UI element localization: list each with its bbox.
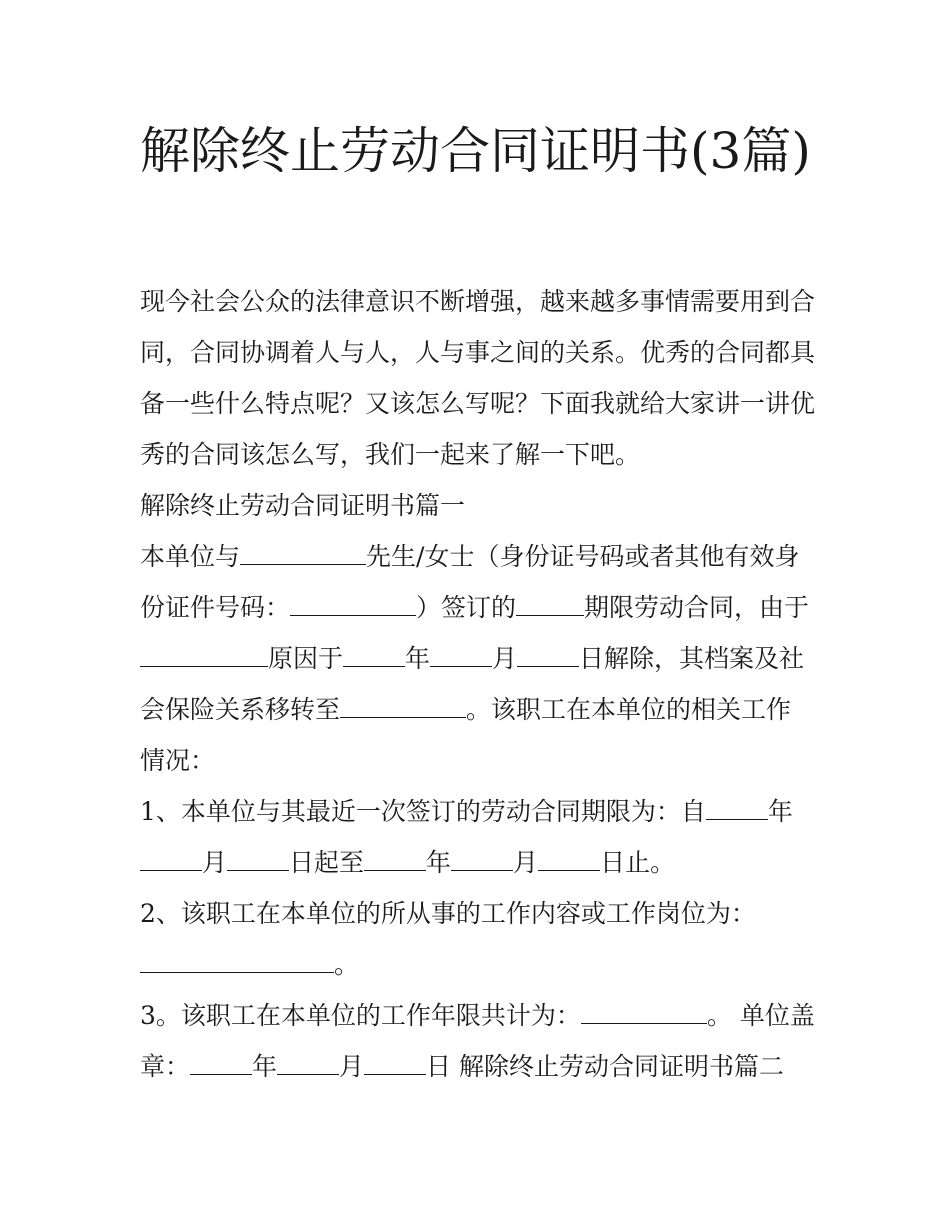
text-segment: 本单位与: [140, 542, 241, 571]
text-segment: 。 单位盖章：: [140, 1001, 815, 1081]
text-segment: 。: [334, 950, 360, 979]
text-segment: 日起至: [289, 848, 365, 877]
document-body: [140, 276, 815, 1092]
blank-id-number: [290, 591, 416, 616]
text-segment: 月: [513, 848, 539, 877]
text-segment: 月: [202, 848, 228, 877]
certificate-paragraph: [140, 531, 815, 786]
section-heading: 解除终止劳动合同证明书篇一: [140, 491, 466, 520]
text-segment: 年: [767, 797, 793, 826]
text-segment: 1、本单位与其最近一次签订的劳动合同期限为：自: [140, 797, 706, 826]
text-segment: 月: [492, 644, 518, 673]
blank-seal-day: [364, 1050, 426, 1075]
blank-employee-name: [240, 540, 366, 565]
blank-contract-term: [516, 591, 584, 616]
text-segment: 年: [405, 644, 431, 673]
blank-start-year: [706, 795, 768, 820]
document-title: 解除终止劳动合同证明书(3篇): [140, 122, 811, 180]
text-segment: 2、该职工在本单位的所从事的工作内容或工作岗位为：: [140, 899, 756, 928]
blank-end-day: [538, 846, 600, 871]
text-segment: 年: [426, 848, 452, 877]
blank-month: [430, 642, 492, 667]
intro-paragraph: 现今社会公众的法律意识不断增强，越来越多事情需要用到合同，合同协调着人与人，人与事之间的关系。优秀的合同都具备一些什么特点呢？又该怎么写呢？下面我就给大家讲一讲优秀的合同该怎么写，我们一起来了解一下吧。: [140, 287, 816, 469]
text-segment: 期限劳动合同，由于: [584, 593, 810, 622]
blank-job-position: [140, 948, 334, 973]
text-segment: 日解除，其档案及社会保险关系移转至: [140, 644, 805, 724]
blank-start-day: [227, 846, 289, 871]
text-segment: 原因于: [268, 644, 344, 673]
item-1: [140, 786, 815, 888]
blank-reason: [140, 642, 268, 667]
blank-year: [343, 642, 405, 667]
text-segment: 日止。: [600, 848, 676, 877]
text-segment: 先生/女士（身份证号码或者其他有效身份证件号码：: [140, 542, 800, 622]
text-segment: 月: [339, 1052, 365, 1081]
blank-day: [517, 642, 579, 667]
text-segment: ）签订的: [416, 593, 517, 622]
text-segment: 。该职工在本单位的相关工作情况：: [140, 695, 792, 775]
blank-seal-month: [277, 1050, 339, 1075]
blank-end-month: [451, 846, 513, 871]
blank-transfer-target: [340, 693, 466, 718]
blank-work-years: [581, 999, 707, 1024]
item-3: [140, 990, 815, 1092]
blank-end-year: [364, 846, 426, 871]
text-segment: 日 解除终止劳动合同证明书篇二: [426, 1052, 784, 1081]
text-segment: 3。该职工在本单位的工作年限共计为：: [140, 1001, 581, 1030]
blank-seal-year: [190, 1050, 252, 1075]
blank-start-month: [140, 846, 202, 871]
item-2: [140, 888, 815, 990]
text-segment: 年: [252, 1052, 278, 1081]
